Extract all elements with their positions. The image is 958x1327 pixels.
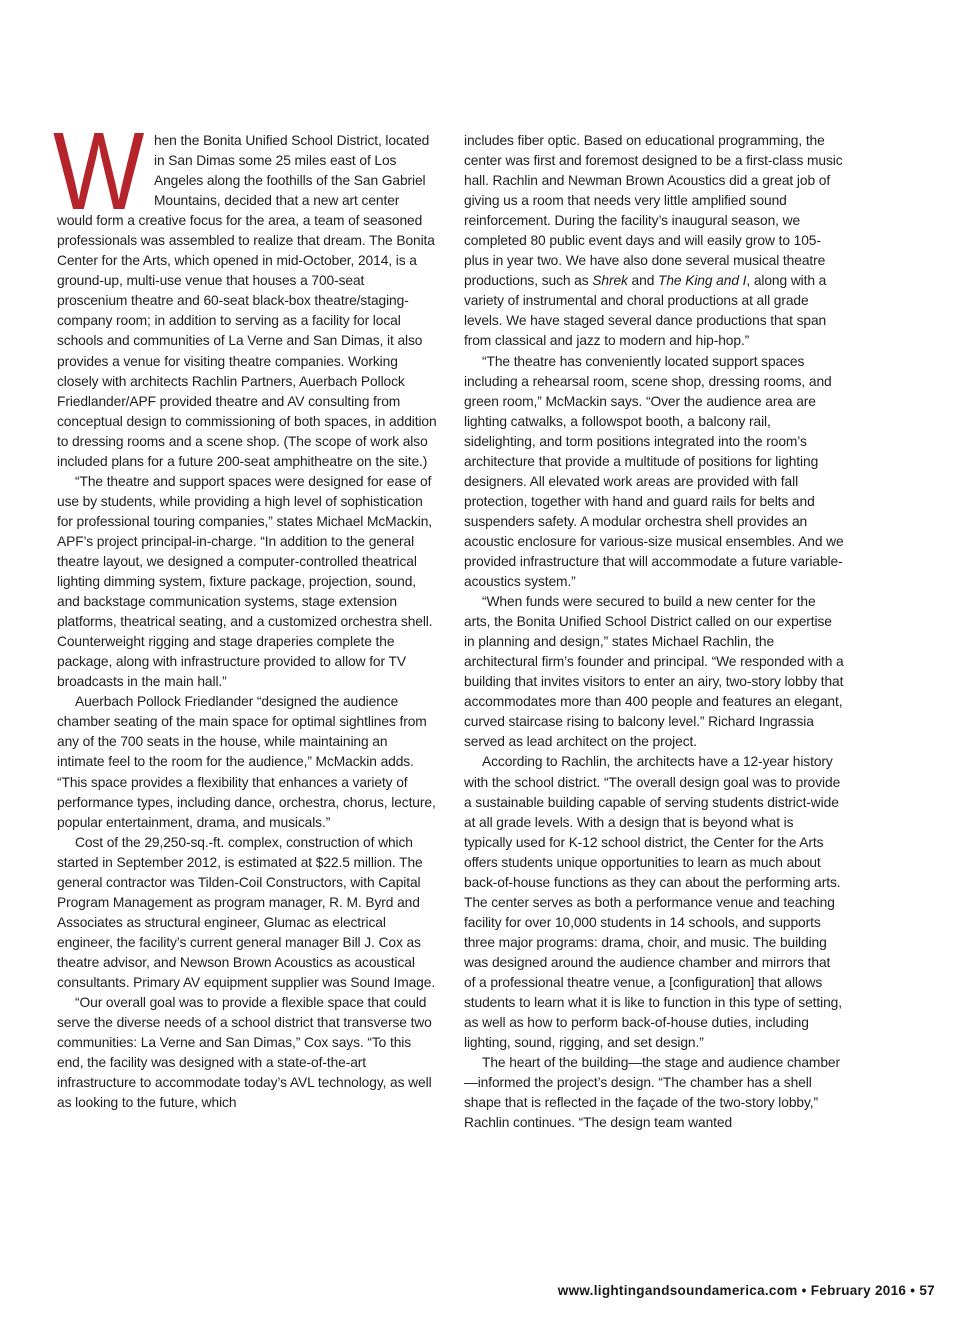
column-right [464,131,845,1133]
paragraph-continuation [464,131,845,352]
drop-cap-letter: W [53,110,145,233]
paragraph: “The theatre and support spaces were designed for ease of use by students, while providing a high level of sophistication for professional touring companies,” states Michael McMackin, APF’s project principal-in-charge. “In addition to the general theatre layout, we designed a computer-controlled theatrical lighting dimming system, fixture package, projection, sound, and backstage communication systems, stage extension platforms, theatrical seating, and a customized orchestra shell. Counterweight rigging and stage draperies complete the package, along with infrastructure provided to allow for TV broadcasts in the main hall.” [57,473,433,690]
paragraph: Auerbach Pollock Friedlander “designed the audience chamber seating of the main space for optimal sightlines from any of the 700 seats in the house, while maintaining an intimate feel to the room for the audience,” McMackin adds. “This space provides a flexibility that enhances a variety of performance types, including dance, orchestra, chorus, lecture, popular entertainment, drama, and musicals.” [57,694,436,830]
paragraph: The heart of the building—the stage and audience chamber—informed the project’s design. “The chamber has a shell shape that is reflected in the façade of the two-story lobby,” Rachlin continues. “The design team wanted [464,1055,840,1131]
paragraph: According to Rachlin, the architects have a 12-year history with the school district. “The overall design goal was to provide a sustainable building capable of serving students district-wide at all grade levels. With a design that is beyond what is typically used for K-12 school district, the Center for the Arts offers students unique opportunities to learn as much about back-of-house functions as they can about the performing arts. The center serves as both a performance venue and teaching facility for over 10,000 students in 14 schools, and supports three major programs: drama, choir, and music. The building was designed around the audience chamber and mirrors that of a professional theatre venue, a [configuration] that allows students to learn what it is like to function in this type of setting, as well as how to perform back-of-house duties, including lighting, sound, rigging, and set design.” [464,754,842,1051]
production-title: Shrek [592,273,628,289]
paragraph-opening [53,110,438,472]
footer-url: www.lightingandsoundamerica.com [557,1283,798,1298]
paragraph-text: and [627,273,659,289]
footer-issue-date: February 2016 [810,1283,907,1298]
paragraph: Cost of the 29,250-sq.-ft. complex, construction of which started in September 2012, is estimated at $22.5 million. The general contractor was Tilden-Coil Constructors, with Capital Program Management as program manager, R. M. Byrd and Associates as structural engineer, Glumac as electrical engineer, the facility’s current general manager Bill J. Cox as theatre advisor, and Newson Brown Acoustics as acoustical consultants. Primary AV equipment supplier was Sound Image. [57,834,436,990]
footer-bullet: • [801,1283,807,1298]
production-title: The King and I [658,273,747,289]
footer-bullet: • [910,1283,916,1298]
paragraph: “When funds were secured to build a new center for the arts, the Bonita Unified School District called on our expertise in planning and design,” states Michael Rachlin, the architectural firm’s founder and principal. “We responded with a building that invites visitors to enter an airy, two-story lobby that accommodates more than 400 people and features an elegant, curved staircase rising to balcony level.” Richard Ingrassia served as lead architect on the project. [464,594,844,750]
paragraph-text: , along with a variety of instrumental and choral productions at all grade levels. We have staged several dance productions that span from classical and jazz to modern and hip-hop.” [464,273,827,349]
paragraph-text: includes fiber optic. Based on educational programming, the center was first and foremost designed to be a first-class music hall. Rachlin and Newman Brown Acoustics did a great job of giving us a room that needs very little amplified sound reinforcement. During the facility’s inaugural season, we completed 80 public event days and will easily grow to 105-plus in year two. We have also done several musical theatre productions, such as [464,133,843,289]
paragraph: “The theatre has conveniently located support spaces including a rehearsal room, scene shop, dressing rooms, and green room,” McMackin says. “Over the audience area are lighting catwalks, a followspot booth, a balcony rail, sidelighting, and torm positions integrated into the room’s architecture that provide a multitude of positions for lighting designers. All elevated work areas are provided with fall protection, together with hand and guard rails for belts and suspenders safety. A modular orchestra shell provides an acoustic enclosure for various-size musical ensembles. And we provided infrastructure that will accommodate a future variable-acoustics system.” [464,353,844,590]
paragraph-text: hen the Bonita Unified School District, located in San Dimas some 25 miles east of Los Angeles along the foothills of the San Gabriel Mountains, decided that a new art center would form a creative focus for the area, a team of seasoned professionals was assembled to realize that dream. The Bonita Center for the Arts, which opened in mid-October, 2014, is a ground-up, multi-use venue that houses a 700-seat proscenium theatre and 60-seat black-box theatre/staging-company room; in addition to serving as a facility for local schools and communities of La Verne and San Dimas, it also provides a venue for visiting theatre companies. Working closely with architects Rachlin Partners, Auerbach Pollock Friedlander/APF provided theatre and AV consulting from conceptual design to commissioning of both spaces, in addition to dressing rooms and a scene shop. (The scope of work also included plans for a future 200-seat amphitheatre on the site.) [57,133,437,469]
paragraph: “Our overall goal was to provide a flexible space that could serve the diverse needs of a school district that transverse two communities: La Verne and San Dimas,” Cox says. “To this end, the facility was designed with a state-of-the-art infrastructure to accommodate today’s AVL technology, as well as looking to the future, which [57,995,432,1111]
article-body [53,110,845,1133]
page-footer [558,1283,935,1298]
column-left [53,110,438,1133]
drop-cap [53,110,145,233]
footer-page-number: 57 [919,1283,935,1298]
